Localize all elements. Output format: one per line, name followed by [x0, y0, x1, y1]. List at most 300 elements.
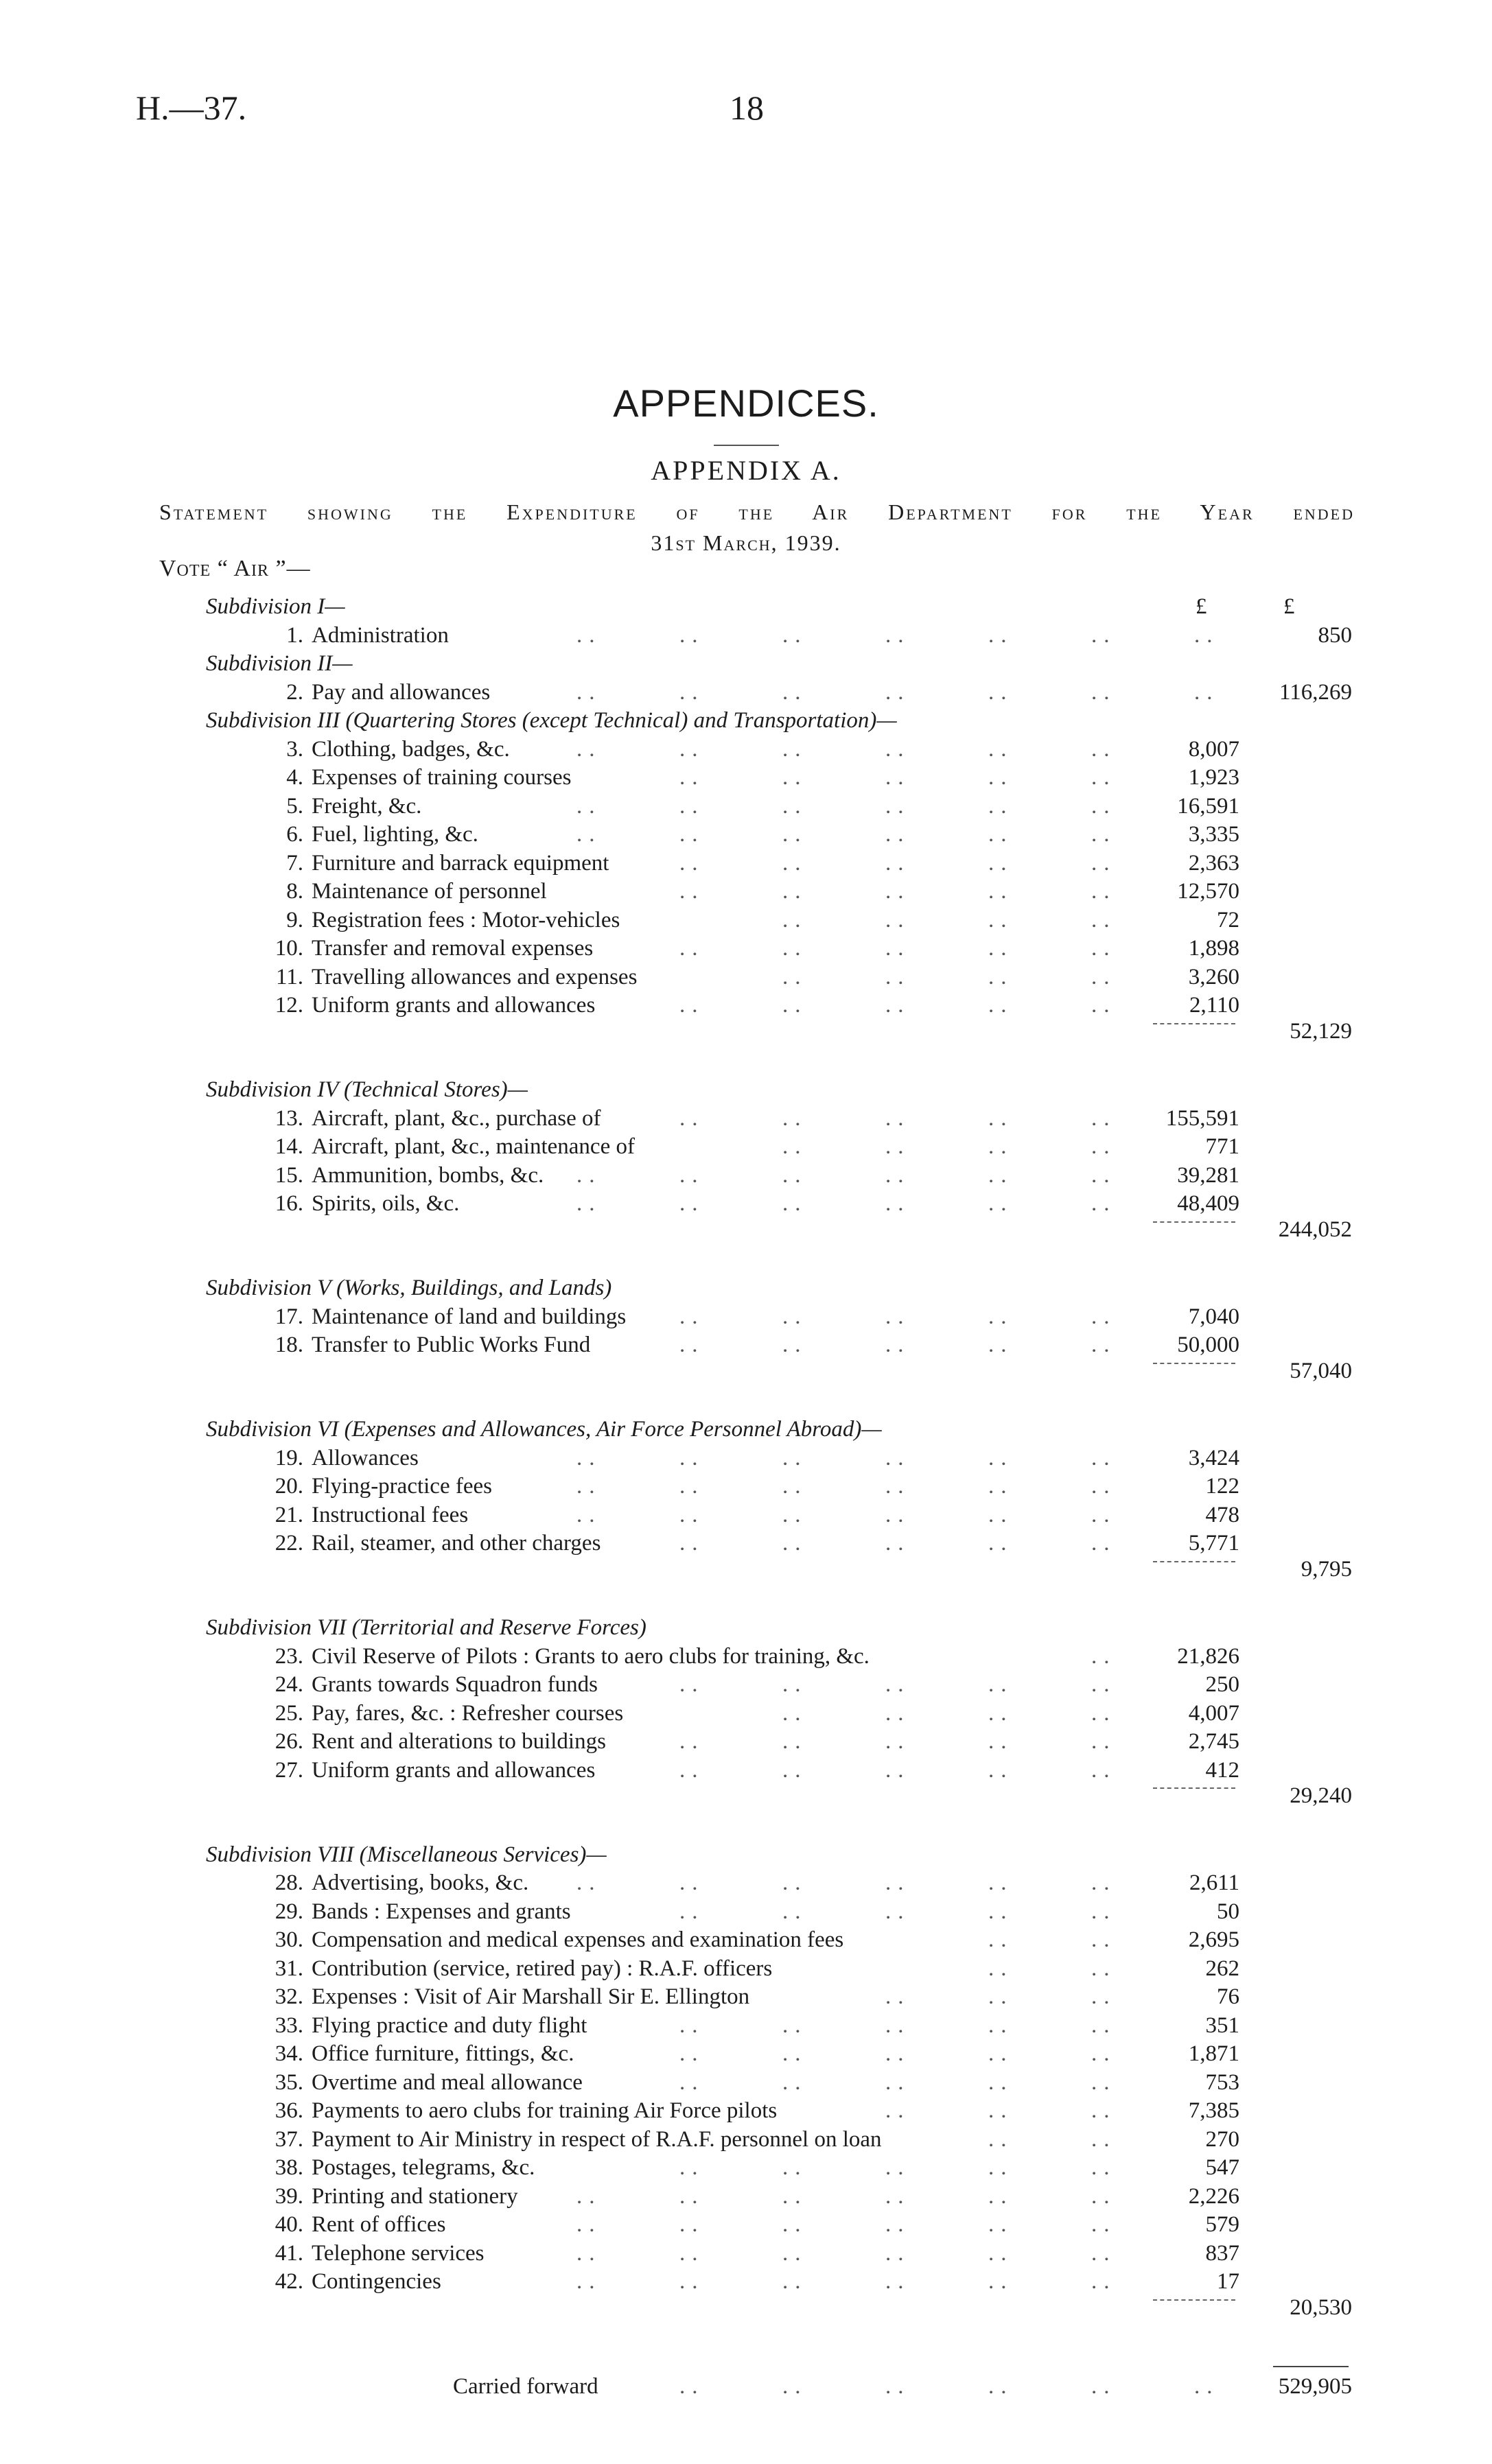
leader-dot: ..: [988, 765, 1014, 790]
table-row: [0, 734, 1492, 764]
item-label: Administration: [312, 622, 449, 648]
leader-dot: ..: [679, 765, 705, 790]
leader-dot: ..: [885, 2013, 911, 2038]
item-amount: 50: [1217, 1899, 1239, 1924]
leader-dot: ..: [679, 936, 705, 961]
leader-dot: ..: [1091, 1870, 1117, 1895]
leader-dot: ..: [782, 622, 808, 648]
leader-dot: ..: [988, 1899, 1014, 1924]
leader-dot: ..: [782, 2041, 808, 2066]
leader-dot: ..: [885, 2240, 911, 2266]
subdivision-total: 850: [1318, 622, 1352, 648]
item-label: Expenses of training courses: [312, 765, 572, 790]
item-amount: 2,226: [1188, 2183, 1239, 2209]
leader-dot: ..: [885, 736, 911, 762]
table-row: [0, 2209, 1492, 2240]
item-amount: 478: [1205, 1502, 1239, 1527]
item-amount: 753: [1205, 2069, 1239, 2095]
item-label: Flying-practice fees: [312, 1474, 492, 1499]
leader-dot: ..: [988, 1502, 1014, 1527]
leader-dot: ..: [782, 1531, 808, 1556]
item-number: 28.: [275, 1870, 303, 1895]
leader-dot: ..: [988, 1531, 1014, 1556]
leader-dot: ..: [782, 793, 808, 819]
item-label: Aircraft, plant, &c., purchase of: [312, 1105, 601, 1131]
leader-dot: ..: [1194, 2374, 1220, 2399]
subtotal-row: [0, 2292, 1492, 2323]
leader-dot: ..: [1091, 1162, 1117, 1188]
leader-dot: ..: [885, 622, 911, 648]
leader-dot: ..: [679, 1445, 705, 1470]
item-label: Contingencies: [312, 2269, 441, 2294]
item-label: Bands : Expenses and grants: [312, 1899, 571, 1924]
leader-dots: [0, 1103, 1492, 1134]
item-label: Uniform grants and allowances: [312, 993, 596, 1018]
table-row: [0, 677, 1492, 707]
leader-dot: ..: [885, 879, 911, 904]
leader-dot: ..: [679, 1531, 705, 1556]
leader-dot: ..: [1194, 679, 1220, 705]
item-label: Payments to aero clubs for training Air Force pilots: [312, 2098, 778, 2123]
leader-dot: ..: [988, 2013, 1014, 2038]
leader-dots: [0, 2371, 1492, 2402]
vote-heading: Vote “ Air ”—: [159, 556, 311, 581]
item-label: Telephone services: [312, 2240, 485, 2266]
leader-dot: ..: [885, 765, 911, 790]
leader-dot: ..: [885, 1162, 911, 1188]
leader-dot: ..: [782, 993, 808, 1018]
leader-dot: ..: [1091, 1474, 1117, 1499]
leader-dot: ..: [576, 736, 602, 762]
item-amount: 7,040: [1188, 1304, 1239, 1329]
item-amount: 351: [1205, 2013, 1239, 2038]
item-number: 23.: [275, 1643, 303, 1669]
item-label: Allowances: [312, 1445, 419, 1470]
leader-dot: ..: [1091, 2069, 1117, 2095]
leader-dot: ..: [679, 1502, 705, 1527]
item-amount: 262: [1205, 1956, 1239, 1981]
subtotal-row: [0, 1016, 1492, 1046]
item-amount: 270: [1205, 2126, 1239, 2152]
table-row: [0, 791, 1492, 821]
leader-dot: ..: [576, 2269, 602, 2294]
leader-dot: ..: [576, 2212, 602, 2237]
leader-dots: [0, 2181, 1492, 2211]
table-row: [0, 819, 1492, 849]
leader-dot: ..: [1091, 1105, 1117, 1131]
item-label: Contribution (service, retired pay) : R.A.F. officers: [312, 1956, 773, 1981]
item-label: Flying practice and duty flight: [312, 2013, 587, 2038]
item-amount: 48,409: [1177, 1191, 1239, 1216]
leader-dot: ..: [782, 765, 808, 790]
leader-dot: ..: [782, 2183, 808, 2209]
leader-dot: ..: [576, 679, 602, 705]
table-row: [0, 1897, 1492, 1927]
item-amount: 39,281: [1177, 1162, 1239, 1188]
leader-dot: ..: [885, 1333, 911, 1357]
item-number: 40.: [275, 2212, 303, 2237]
leader-dots: [0, 848, 1492, 878]
item-amount: 21,826: [1177, 1643, 1239, 1669]
item-label: Compensation and medical expenses and examination fees: [312, 1927, 844, 1952]
leader-dot: ..: [885, 1531, 911, 1556]
item-label: Payment to Air Ministry in respect of R.A.F. personnel on loan: [312, 2126, 882, 2152]
item-amount: 2,110: [1189, 993, 1239, 1018]
leader-dot: ..: [782, 2013, 808, 2038]
leader-dot: ..: [885, 2269, 911, 2294]
leader-dot: ..: [988, 1304, 1014, 1329]
leader-dot: ..: [782, 1899, 808, 1924]
leader-dots: [0, 2209, 1492, 2240]
item-number: 33.: [275, 2013, 303, 2038]
table-row: [0, 848, 1492, 878]
leader-dot: ..: [885, 907, 911, 932]
leader-dots: [0, 1302, 1492, 1332]
table-row: [0, 1131, 1492, 1162]
leader-dot: ..: [679, 679, 705, 705]
leader-dot: ..: [988, 964, 1014, 989]
leader-dot: ..: [679, 1870, 705, 1895]
item-amount: 1,871: [1188, 2041, 1239, 2066]
leader-dot: ..: [782, 2212, 808, 2237]
table-row: [0, 1669, 1492, 1700]
leader-dot: ..: [782, 1700, 808, 1726]
leader-dot: ..: [679, 2269, 705, 2294]
leader-dot: ..: [988, 1672, 1014, 1697]
leader-dot: ..: [1091, 2240, 1117, 2266]
item-number: 18.: [275, 1333, 303, 1357]
table-row: [0, 1302, 1492, 1332]
item-amount: 837: [1205, 2240, 1239, 2266]
table-row: [0, 2181, 1492, 2211]
leader-dot: ..: [782, 1757, 808, 1783]
table-row: [0, 2010, 1492, 2041]
table-row: [0, 762, 1492, 793]
subdivision-total: 20,530: [1290, 2295, 1352, 2320]
item-number: 27.: [275, 1757, 303, 1783]
item-label: Rent and alterations to buildings: [312, 1729, 606, 1754]
leader-dot: ..: [782, 850, 808, 876]
item-label: Civil Reserve of Pilots : Grants to aero clubs for training, &c.: [312, 1643, 870, 1669]
leader-dot: ..: [1091, 879, 1117, 904]
leader-dot: ..: [988, 1191, 1014, 1216]
leader-dots: [0, 620, 1492, 650]
item-amount: 1,923: [1188, 765, 1239, 790]
leader-dots: [0, 2039, 1492, 2069]
leader-dot: ..: [679, 1162, 705, 1188]
leader-dot: ..: [679, 2155, 705, 2180]
table-row: [0, 1868, 1492, 1898]
leader-dot: ..: [1091, 2041, 1117, 2066]
leader-dot: ..: [988, 622, 1014, 648]
item-amount: 3,424: [1188, 1445, 1239, 1470]
subdivision-title: Subdivision VI (Expenses and Allowances, Air Force Personnel Abroad)—: [206, 1417, 882, 1442]
leader-dot: ..: [885, 2041, 911, 2066]
item-amount: 7,385: [1188, 2098, 1239, 2123]
statement-heading: Statement showing the Expenditure of the Air Department for the Year ended: [159, 500, 1355, 524]
leader-dot: ..: [576, 2183, 602, 2209]
leader-dot: ..: [1091, 993, 1117, 1018]
leader-dot: ..: [988, 2069, 1014, 2095]
leader-dot: ..: [988, 1134, 1014, 1159]
leader-dot: ..: [782, 1729, 808, 1754]
grand-total-rule: [1273, 2366, 1349, 2367]
item-label: Freight, &c.: [312, 793, 422, 819]
statement-date: 31st March, 1939.: [651, 530, 841, 555]
item-label: Grants towards Squadron funds: [312, 1672, 598, 1697]
item-number: 36.: [275, 2098, 303, 2123]
leader-dot: ..: [1091, 2183, 1117, 2209]
leader-dot: ..: [679, 622, 705, 648]
leader-dot: ..: [885, 1304, 911, 1329]
leader-dot: ..: [576, 1445, 602, 1470]
leader-dot: ..: [679, 2041, 705, 2066]
item-number: 20.: [275, 1474, 303, 1499]
item-label: Printing and stationery: [312, 2183, 518, 2209]
leader-dot: ..: [988, 907, 1014, 932]
leader-dots: [0, 762, 1492, 793]
leader-dot: ..: [1091, 765, 1117, 790]
leader-dot: ..: [782, 1333, 808, 1357]
leader-dot: ..: [988, 2155, 1014, 2180]
leader-dot: ..: [988, 1105, 1014, 1131]
leader-dot: ..: [988, 2098, 1014, 2123]
leader-dot: ..: [885, 2155, 911, 2180]
leader-dots: [0, 2152, 1492, 2183]
leader-dots: [0, 1471, 1492, 1501]
subdivision-title: Subdivision III (Quartering Stores (except Technical) and Transportation)—: [206, 708, 897, 733]
leader-dot: ..: [1091, 1445, 1117, 1470]
item-amount: 16,591: [1177, 793, 1239, 819]
leader-dot: ..: [1091, 1672, 1117, 1697]
item-label: Ammunition, bombs, &c.: [312, 1162, 544, 1188]
table-row: [0, 1160, 1492, 1190]
leader-dots: [0, 677, 1492, 707]
leader-dot: ..: [782, 907, 808, 932]
table-row: [0, 962, 1492, 992]
leader-dots: [0, 2067, 1492, 2098]
leader-dot: ..: [679, 993, 705, 1018]
item-number: 42.: [275, 2269, 303, 2294]
leader-dot: ..: [679, 793, 705, 819]
leader-dot: ..: [1091, 1956, 1117, 1981]
item-number: 30.: [275, 1927, 303, 1952]
leader-dot: ..: [576, 822, 602, 847]
table-row: [0, 1641, 1492, 1671]
leader-dot: ..: [679, 2374, 705, 2399]
leader-dot: ..: [885, 964, 911, 989]
item-amount: 547: [1205, 2155, 1239, 2180]
item-label: Overtime and meal allowance: [312, 2069, 583, 2095]
item-number: 5.: [286, 793, 303, 819]
leader-dot: ..: [1091, 1304, 1117, 1329]
leader-dots: [0, 1131, 1492, 1162]
leader-dot: ..: [1091, 1502, 1117, 1527]
leader-dot: ..: [988, 1474, 1014, 1499]
table-row: [0, 1953, 1492, 1984]
table-row: [0, 2067, 1492, 2098]
subdivision-title: Subdivision V (Works, Buildings, and Lands): [206, 1276, 612, 1300]
leader-dot: ..: [885, 1445, 911, 1470]
item-number: 35.: [275, 2069, 303, 2095]
leader-dot: ..: [782, 2069, 808, 2095]
leader-dot: ..: [679, 2240, 705, 2266]
subdivision-total: 57,040: [1290, 1358, 1352, 1383]
item-label: Furniture and barrack equipment: [312, 850, 609, 876]
leader-dot: ..: [988, 850, 1014, 876]
leader-dot: ..: [679, 1333, 705, 1357]
leader-dot: ..: [885, 1757, 911, 1783]
item-label: Spirits, oils, &c.: [312, 1191, 460, 1216]
leader-dot: ..: [782, 1474, 808, 1499]
leader-dot: ..: [988, 1729, 1014, 1754]
leader-dot: ..: [576, 1502, 602, 1527]
item-label: Aircraft, plant, &c., maintenance of: [312, 1134, 635, 1159]
leader-dot: ..: [885, 850, 911, 876]
leader-dot: ..: [1091, 1899, 1117, 1924]
item-number: 2.: [286, 679, 303, 705]
leader-dot: ..: [782, 879, 808, 904]
item-number: 38.: [275, 2155, 303, 2180]
leader-dot: ..: [782, 1162, 808, 1188]
leader-dot: ..: [782, 1191, 808, 1216]
leader-dot: ..: [576, 1474, 602, 1499]
item-number: 4.: [286, 765, 303, 790]
item-label: Maintenance of land and buildings: [312, 1304, 627, 1329]
leader-dot: ..: [1194, 622, 1220, 648]
leader-dot: ..: [988, 1700, 1014, 1726]
leader-dot: ..: [988, 936, 1014, 961]
appendix-title: APPENDIX A.: [651, 455, 841, 486]
leader-dot: ..: [885, 1105, 911, 1131]
leader-dot: ..: [1091, 936, 1117, 961]
leader-dot: ..: [576, 622, 602, 648]
leader-dot: ..: [885, 1502, 911, 1527]
table-row: [0, 2096, 1492, 2126]
subdivision-total: 116,269: [1279, 679, 1352, 705]
leader-dots: [0, 933, 1492, 963]
document-reference: H.—37.: [136, 89, 247, 127]
leader-dot: ..: [988, 2269, 1014, 2294]
page-number: 18: [730, 89, 764, 127]
table-row: [0, 1698, 1492, 1728]
item-number: 37.: [275, 2126, 303, 2152]
leader-dot: ..: [885, 1191, 911, 1216]
leader-dot: ..: [988, 1162, 1014, 1188]
leader-dot: ..: [679, 2069, 705, 2095]
item-amount: 412: [1205, 1757, 1239, 1783]
leader-dot: ..: [782, 679, 808, 705]
subdivision-total: 52,129: [1290, 1018, 1352, 1044]
leader-dots: [0, 2010, 1492, 2041]
table-row: [0, 2039, 1492, 2069]
item-label: Expenses : Visit of Air Marshall Sir E. Ellington: [312, 1984, 750, 2009]
item-number: 19.: [275, 1445, 303, 1470]
leader-dot: ..: [782, 1304, 808, 1329]
leader-dot: ..: [782, 964, 808, 989]
leader-dot: ..: [1091, 2098, 1117, 2123]
item-label: Travelling allowances and expenses: [312, 964, 638, 989]
leader-dot: ..: [885, 1700, 911, 1726]
item-label: Maintenance of personnel: [312, 879, 547, 904]
leader-dot: ..: [885, 2098, 911, 2123]
leader-dot: ..: [679, 736, 705, 762]
leader-dot: ..: [885, 1672, 911, 1697]
table-row: [0, 1471, 1492, 1501]
leader-dot: ..: [782, 736, 808, 762]
leader-dot: ..: [885, 993, 911, 1018]
table-row: [0, 2152, 1492, 2183]
title-divider: [714, 445, 779, 446]
leader-dot: ..: [1091, 1643, 1117, 1669]
item-label: Uniform grants and allowances: [312, 1757, 596, 1783]
item-number: 13.: [275, 1105, 303, 1131]
table-row: [0, 1726, 1492, 1757]
currency-symbol-amount: £: [1196, 594, 1207, 619]
table-row: [0, 2124, 1492, 2155]
leader-dots: [0, 1669, 1492, 1700]
item-amount: 2,695: [1188, 1927, 1239, 1952]
table-row: [0, 1500, 1492, 1530]
subdivision-title: Subdivision VII (Territorial and Reserve Forces): [206, 1615, 646, 1640]
leader-dot: ..: [1091, 793, 1117, 819]
leader-dot: ..: [1091, 2374, 1117, 2399]
leader-dot: ..: [1091, 1531, 1117, 1556]
leader-dot: ..: [782, 2155, 808, 2180]
leader-dot: ..: [1091, 2013, 1117, 2038]
leader-dot: ..: [782, 1502, 808, 1527]
leader-dot: ..: [988, 2126, 1014, 2152]
leader-dot: ..: [1091, 622, 1117, 648]
item-label: Rent of offices: [312, 2212, 446, 2237]
leader-dot: ..: [885, 1899, 911, 1924]
leader-dot: ..: [885, 1984, 911, 2009]
leader-dot: ..: [885, 2183, 911, 2209]
leader-dot: ..: [782, 1134, 808, 1159]
leader-dot: ..: [885, 793, 911, 819]
item-number: 10.: [275, 936, 303, 961]
item-amount: 771: [1205, 1134, 1239, 1159]
item-amount: 250: [1205, 1672, 1239, 1697]
leader-dot: ..: [988, 993, 1014, 1018]
leader-dot: ..: [885, 1870, 911, 1895]
leader-dot: ..: [1091, 2155, 1117, 2180]
leader-dots: [0, 1443, 1492, 1473]
leader-dots: [0, 1698, 1492, 1728]
leader-dot: ..: [782, 936, 808, 961]
page-title: APPENDICES.: [613, 382, 879, 425]
leader-dot: ..: [679, 2212, 705, 2237]
leader-dot: ..: [576, 793, 602, 819]
item-number: 6.: [286, 822, 303, 847]
leader-dot: ..: [782, 2374, 808, 2399]
leader-dot: ..: [988, 1333, 1014, 1357]
leader-dots: [0, 734, 1492, 764]
leader-dots: [0, 819, 1492, 849]
leader-dot: ..: [1091, 1757, 1117, 1783]
leader-dots: [0, 2238, 1492, 2268]
item-number: 12.: [275, 993, 303, 1018]
leader-dot: ..: [988, 736, 1014, 762]
carried-forward-label: Carried forward: [453, 2374, 598, 2399]
leader-dot: ..: [679, 2183, 705, 2209]
subdivision-title: Subdivision VIII (Miscellaneous Services)—: [206, 1842, 607, 1867]
item-label: Office furniture, fittings, &c.: [312, 2041, 574, 2066]
item-number: 9.: [286, 907, 303, 932]
leader-dot: ..: [885, 679, 911, 705]
item-amount: 12,570: [1177, 879, 1239, 904]
leader-dot: ..: [988, 2183, 1014, 2209]
